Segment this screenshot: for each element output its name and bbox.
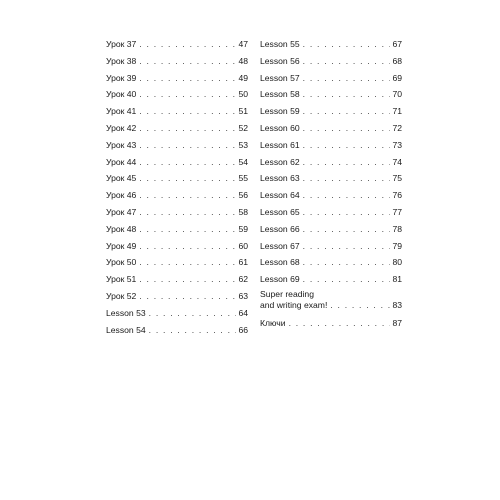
toc-entry [260, 53, 402, 70]
toc-entry-page: 87 [392, 317, 402, 328]
dot-leader [139, 70, 236, 87]
toc-entry-page: 63 [238, 290, 248, 301]
toc-entry-page: 67 [392, 39, 402, 49]
dot-leader [330, 300, 390, 311]
toc-entry-page: 58 [238, 206, 248, 217]
toc-entry [106, 36, 248, 53]
dot-leader [139, 36, 236, 53]
toc-entry-label: Урок 42 [106, 122, 137, 133]
toc-entry-page: 81 [392, 274, 402, 285]
dot-leader [303, 154, 391, 171]
toc-entry-label: Lesson 64 [260, 190, 300, 201]
dot-leader [139, 120, 236, 137]
toc-entry [106, 322, 248, 339]
toc-entry-label: Урок 50 [106, 257, 137, 268]
toc-entry-page: 60 [238, 240, 248, 251]
toc-entry-label: Lesson 67 [260, 240, 300, 251]
toc-entry [106, 305, 248, 322]
toc-entry-page: 52 [238, 122, 248, 133]
dot-leader [303, 120, 391, 137]
dot-leader [149, 322, 237, 339]
toc-entry-page: 55 [238, 173, 248, 184]
toc-entry-label: Lesson 55 [260, 39, 300, 49]
dot-leader [303, 137, 391, 154]
toc-entry-page: 62 [238, 274, 248, 285]
toc-entry-page: 74 [392, 156, 402, 167]
toc-entry-label: Lesson 66 [260, 223, 300, 234]
dot-leader [303, 86, 391, 103]
toc-entry [106, 271, 248, 288]
toc-entry-label: Урок 52 [106, 290, 137, 301]
dot-leader [139, 170, 236, 187]
toc-column-right [260, 36, 402, 332]
dot-leader [139, 53, 236, 70]
toc-entry-page: 73 [392, 139, 402, 150]
toc-entry-label: Урок 45 [106, 173, 137, 184]
toc-entry-label: Урок 44 [106, 156, 137, 167]
dot-leader [303, 103, 391, 120]
toc-entry-line2 [260, 300, 402, 311]
dot-leader [139, 204, 236, 221]
toc-entry-label: Урок 49 [106, 240, 137, 251]
toc-entry-page: 71 [392, 106, 402, 117]
toc-entry [260, 137, 402, 154]
toc-entry [260, 70, 402, 87]
dot-leader [303, 221, 391, 238]
toc-entry-page: 75 [392, 173, 402, 184]
toc-entry [260, 238, 402, 255]
toc-entry-label: Lesson 65 [260, 206, 300, 217]
toc-entry [106, 221, 248, 238]
toc-entry-label: Lesson 62 [260, 156, 300, 167]
toc-entry [106, 103, 248, 120]
toc-entry-exam [260, 288, 402, 315]
dot-leader [139, 221, 236, 238]
toc-entry-label: Lesson 68 [260, 257, 300, 268]
toc-entry [106, 238, 248, 255]
toc-entry-page: 50 [238, 89, 248, 100]
toc-entry-label: Lesson 54 [106, 324, 146, 335]
toc-column-left [106, 36, 248, 338]
toc-entry [260, 170, 402, 187]
toc-entry-label: Lesson 59 [260, 106, 300, 117]
toc-entry [106, 187, 248, 204]
toc-entry-label: Урок 39 [106, 72, 137, 83]
toc-entry-page: 66 [238, 324, 248, 335]
toc-entry [260, 86, 402, 103]
toc-entry-label: Lesson 60 [260, 122, 300, 133]
toc-entry-page: 54 [238, 156, 248, 167]
toc-entry-page: 78 [392, 223, 402, 234]
toc-entry [260, 36, 402, 53]
toc-entry-label: Урок 47 [106, 206, 137, 217]
dot-leader [303, 187, 391, 204]
toc-entry-label: Lesson 57 [260, 72, 300, 83]
dot-leader [139, 154, 236, 171]
toc-entry [260, 254, 402, 271]
toc-entry-page: 51 [238, 106, 248, 117]
dot-leader [139, 254, 236, 271]
toc-entry [106, 204, 248, 221]
dot-leader [303, 170, 391, 187]
toc-entry-label: Lesson 69 [260, 274, 300, 285]
toc-entry-label-line1: Super reading [260, 288, 314, 299]
toc-entry-label: Lesson 58 [260, 89, 300, 100]
toc-entry-page: 68 [392, 55, 402, 66]
toc-entry [106, 120, 248, 137]
toc-entry [106, 288, 248, 305]
toc-entry-page: 56 [238, 190, 248, 201]
dot-leader [289, 315, 391, 332]
dot-leader [303, 254, 391, 271]
toc-entry [106, 86, 248, 103]
toc-entry-page: 49 [238, 72, 248, 83]
toc-entry-page: 72 [392, 122, 402, 133]
toc-entry-label-line2: and writing exam! [260, 299, 328, 310]
dot-leader [303, 53, 391, 70]
toc-entry-page: 80 [392, 257, 402, 268]
toc-entry-label: Урок 43 [106, 139, 137, 150]
toc-entry [260, 271, 402, 288]
dot-leader [139, 86, 236, 103]
toc-entry-page: 77 [392, 206, 402, 217]
toc-entry-label: Урок 51 [106, 274, 137, 285]
dot-leader [139, 238, 236, 255]
toc-entry-label: Урок 37 [106, 39, 137, 49]
dot-leader [139, 137, 236, 154]
dot-leader [139, 271, 236, 288]
toc-entry [106, 70, 248, 87]
toc-entry [260, 187, 402, 204]
toc-entry [106, 53, 248, 70]
dot-leader [303, 70, 391, 87]
toc-entry [260, 204, 402, 221]
toc-entry-keys [260, 315, 402, 332]
toc-entry-page: 61 [238, 257, 248, 268]
toc-entry [260, 221, 402, 238]
toc-entry-label: Lesson 56 [260, 55, 300, 66]
toc-entry-label: Ключи [260, 317, 286, 328]
toc-entry [260, 120, 402, 137]
toc-entry [106, 137, 248, 154]
toc-entry-label: Урок 38 [106, 55, 137, 66]
toc-entry [260, 154, 402, 171]
dot-leader [303, 36, 391, 53]
toc-entry-page: 53 [238, 139, 248, 150]
dot-leader [303, 238, 391, 255]
toc-entry [106, 254, 248, 271]
toc-entry-label: Урок 46 [106, 190, 137, 201]
dot-leader [149, 305, 237, 322]
toc-entry [106, 170, 248, 187]
toc-entry-page: 79 [392, 240, 402, 251]
toc-entry-page: 76 [392, 190, 402, 201]
dot-leader [139, 288, 236, 305]
toc-entry [106, 154, 248, 171]
toc-entry-page: 64 [238, 307, 248, 318]
toc-entry-page: 59 [238, 223, 248, 234]
toc-entry-label: Lesson 63 [260, 173, 300, 184]
toc-entry-page: 70 [392, 89, 402, 100]
dot-leader [303, 271, 391, 288]
toc-entry-label: Урок 41 [106, 106, 137, 117]
dot-leader [303, 204, 391, 221]
toc-entry [260, 103, 402, 120]
toc-entry-label: Урок 48 [106, 223, 137, 234]
toc-entry-label: Урок 40 [106, 89, 137, 100]
toc-entry-label: Lesson 61 [260, 139, 300, 150]
toc-entry-page: 48 [238, 55, 248, 66]
toc-entry-page: 47 [238, 39, 248, 49]
dot-leader [139, 103, 236, 120]
toc-entry-page: 69 [392, 72, 402, 83]
dot-leader [139, 187, 236, 204]
toc-entry-label: Lesson 53 [106, 307, 146, 318]
toc-entry-page: 83 [392, 299, 402, 310]
